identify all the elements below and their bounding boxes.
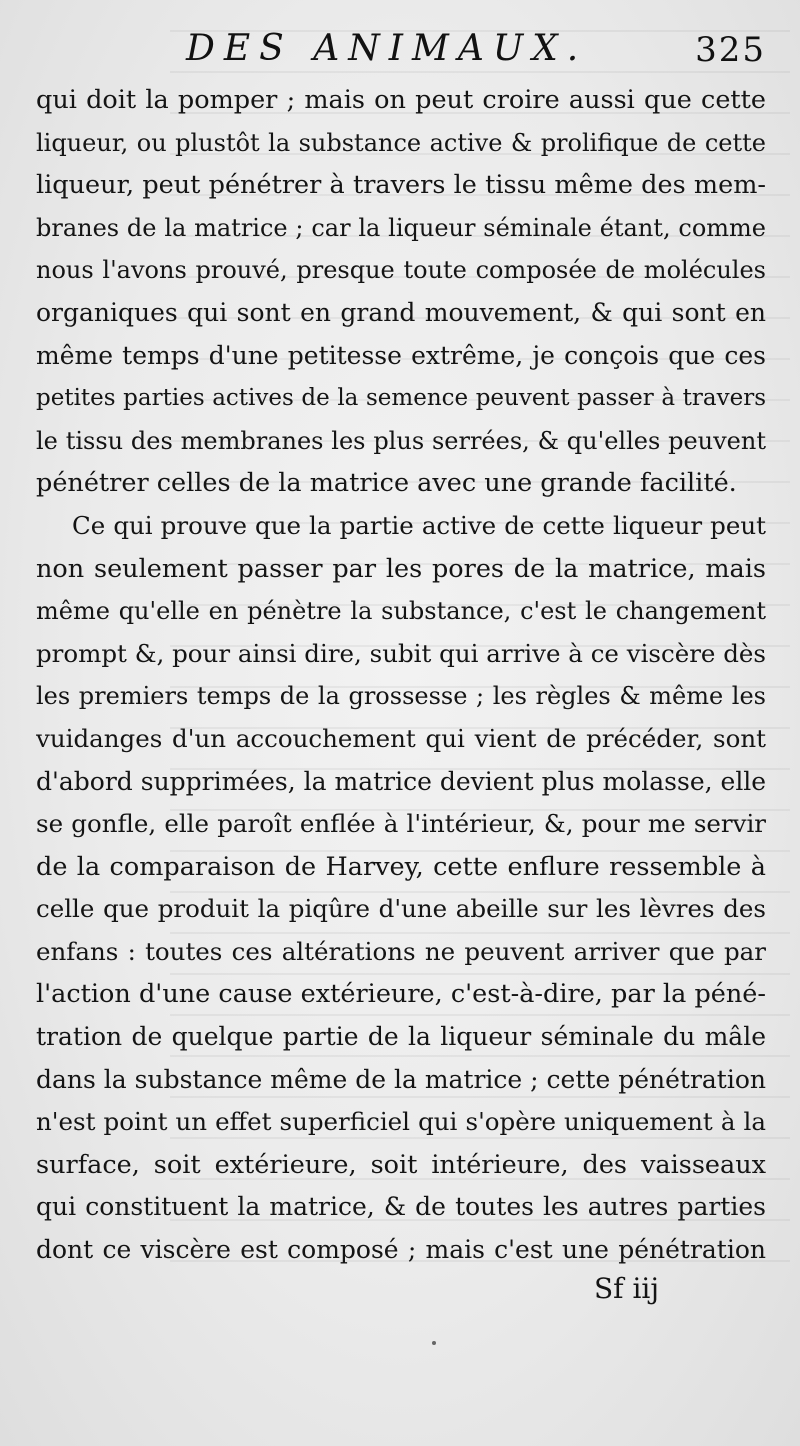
text-line: surface, soit extérieure, soit intérieure, des vaisseaux	[36, 1149, 766, 1180]
text-line: même qu'elle en pénètre la substance, c'est le changement	[36, 597, 766, 626]
text-line: n'est point un effet superficiel qui s'opère uniquement à la	[36, 1107, 766, 1137]
text-line: celle que produit la piqûre d'une abeille sur les lèvres des	[36, 894, 766, 924]
text-line: qui constituent la matrice, & de toutes les autres parties	[36, 1192, 766, 1222]
signature-mark: Sf iij	[594, 1272, 660, 1305]
text-line: qui doit la pomper ; mais on peut croire aussi que cette	[36, 85, 766, 115]
paragraph-1	[36, 79, 766, 505]
text-line: dans la substance même de la matrice ; cette pénétration	[36, 1064, 766, 1094]
text-line: le tissu des membranes les plus serrées, & qu'elles peuvent	[36, 426, 766, 455]
text-line: petites parties actives de la semence peuvent passer à travers	[36, 385, 766, 412]
text-line: même temps d'une petitesse extrême, je conçois que ces	[36, 340, 766, 370]
text-line: dont ce viscère est composé ; mais c'est une pénétration	[36, 1235, 766, 1265]
text-line: vuidanges d'un accouchement qui vient de précéder, sont	[36, 723, 766, 753]
page-header	[36, 28, 766, 80]
text-line: liqueur, peut pénétrer à travers le tissu même des mem-	[36, 170, 766, 201]
text-line: tration de quelque partie de la liqueur séminale du mâle	[36, 1022, 766, 1052]
text-line: liqueur, ou plustôt la substance active & prolifique de cette	[36, 128, 766, 157]
text-line: branes de la matrice ; car la liqueur séminale étant, comme	[36, 213, 766, 242]
text-line: organiques qui sont en grand mouvement, & qui sont en	[36, 297, 766, 327]
paragraph-2	[36, 505, 766, 1272]
text-line: d'abord supprimées, la matrice devient plus molasse, elle	[36, 766, 766, 796]
text-line: Ce qui prouve que la partie active de cette liqueur peut	[72, 510, 766, 540]
text-line: se gonfle, elle paroît enflée à l'intérieur, &, pour me servir	[36, 809, 766, 839]
text-line: non seulement passer par les pores de la matrice, mais	[36, 553, 766, 584]
text-line: pénétrer celles de la matrice avec une grande facilité.	[36, 468, 737, 499]
text-line: enfans : toutes ces altérations ne peuvent arriver que par	[36, 936, 766, 966]
text-line: l'action d'une cause extérieure, c'est-à-dire, par la péné-	[36, 979, 766, 1010]
body-text	[36, 79, 766, 1272]
text-line: prompt &, pour ainsi dire, subit qui arrive à ce viscère dès	[36, 638, 766, 668]
text-line: les premiers temps de la grossesse ; les règles & même les	[36, 682, 766, 711]
page-number: 325	[695, 30, 766, 70]
ink-speck	[432, 1341, 436, 1345]
text-line: nous l'avons prouvé, presque toute composée de molécules	[36, 256, 766, 285]
text-line: de la comparaison de Harvey, cette enflure ressemble à	[36, 851, 766, 882]
running-title: DES ANIMAUX.	[186, 28, 588, 69]
